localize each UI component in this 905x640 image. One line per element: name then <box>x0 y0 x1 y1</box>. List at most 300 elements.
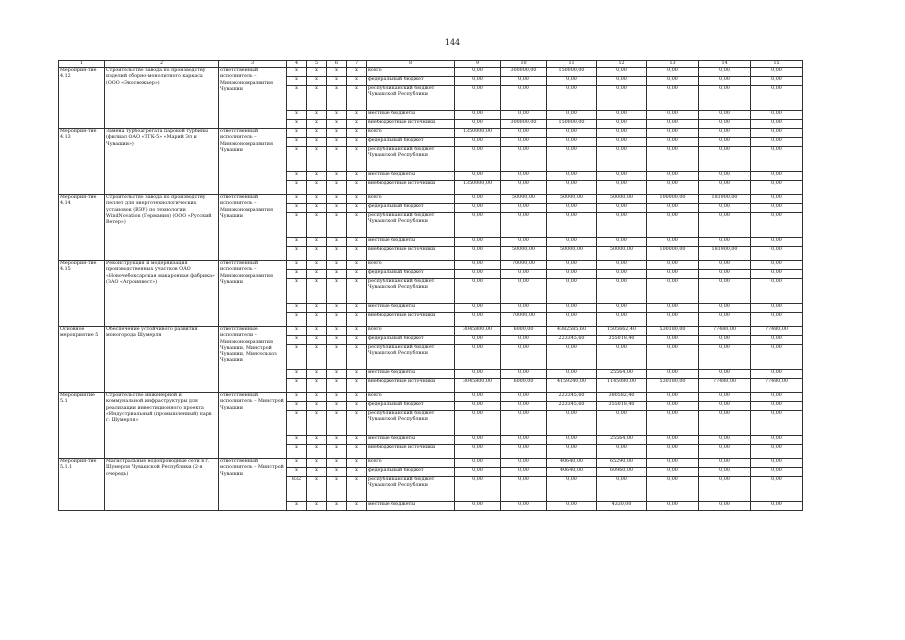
code-cell: x <box>347 379 367 393</box>
amount-cell: 0,00 <box>547 77 597 86</box>
amount-cell: 150000,00 <box>547 120 597 129</box>
code-cell: x <box>347 468 367 477</box>
amount-cell: 0,00 <box>647 402 699 411</box>
column-header: 2 <box>105 61 219 68</box>
amount-cell: 0,00 <box>647 172 699 181</box>
amount-cell: 0,00 <box>647 468 699 477</box>
code-cell: x <box>307 336 327 345</box>
funding-source: республиканский бюджет Чувашской Республики <box>367 345 455 370</box>
code-cell: x <box>327 393 347 402</box>
amount-cell: 0,00 <box>699 213 751 238</box>
amount-cell: 0,00 <box>699 313 751 327</box>
code-cell: x <box>327 120 347 129</box>
amount-cell: 77480,00 <box>751 327 803 336</box>
code-cell: x <box>347 120 367 129</box>
amount-cell: 50000,00 <box>501 195 547 204</box>
column-header: 1 <box>59 61 105 68</box>
code-cell: x <box>307 238 327 247</box>
code-cell: x <box>327 77 347 86</box>
funding-source: внебюджетные источники <box>367 181 455 195</box>
code-cell: x <box>327 411 347 436</box>
amount-cell: 223345,60 <box>547 336 597 345</box>
code-cell: x <box>287 261 307 270</box>
code-cell: x <box>347 270 367 279</box>
amount-cell: 530180,00 <box>647 379 699 393</box>
code-cell: x <box>327 68 347 77</box>
amount-cell: 0,00 <box>699 345 751 370</box>
code-cell: x <box>327 238 347 247</box>
event-title: Магистральные водопроводные сети в г. Шумерля Чувашской Республики (2-я очередь) <box>105 459 219 511</box>
funding-source: местные бюджеты <box>367 304 455 313</box>
code-cell: x <box>307 261 327 270</box>
column-header: 8 <box>367 61 455 68</box>
amount-cell: 181900,00 <box>699 195 751 204</box>
amount-cell: 0,00 <box>501 411 547 436</box>
code-cell: x <box>287 304 307 313</box>
code-cell: x <box>327 111 347 120</box>
amount-cell: 0,00 <box>597 147 647 172</box>
code-cell: x <box>327 313 347 327</box>
code-cell: x <box>307 327 327 336</box>
amount-cell: 0,00 <box>501 181 547 195</box>
code-cell: x <box>287 138 307 147</box>
amount-cell: 0,00 <box>751 270 803 279</box>
amount-cell: 3045800,00 <box>455 379 501 393</box>
code-cell: x <box>307 204 327 213</box>
column-header: 12 <box>597 61 647 68</box>
code-cell: x <box>327 86 347 111</box>
amount-cell: 0,00 <box>455 86 501 111</box>
event-title: Строительство инженерной и коммунальной инфраструктуры для реализации инвестиционного проекта «Индустриальный (промышленный) парк г. Шумерля» <box>105 393 219 459</box>
code-cell: x <box>307 402 327 411</box>
code-cell: x <box>307 279 327 304</box>
amount-cell: 0,00 <box>647 370 699 379</box>
code-cell: x <box>307 195 327 204</box>
amount-cell: 65290,00 <box>597 459 647 468</box>
amount-cell: 0,00 <box>597 238 647 247</box>
amount-cell: 0,00 <box>597 138 647 147</box>
code-cell: x <box>287 345 307 370</box>
amount-cell: 1350000,00 <box>455 181 501 195</box>
amount-cell: 0,00 <box>455 459 501 468</box>
amount-cell: 0,00 <box>751 436 803 445</box>
code-cell: x <box>287 379 307 393</box>
code-cell: x <box>327 468 347 477</box>
amount-cell: 77480,00 <box>699 379 751 393</box>
code-cell: x <box>347 477 367 502</box>
amount-cell: 0,00 <box>597 477 647 502</box>
amount-cell: 0,00 <box>501 213 547 238</box>
funding-source: федеральный бюджет <box>367 468 455 477</box>
code-cell: x <box>287 459 307 468</box>
amount-cell: 530180,00 <box>647 327 699 336</box>
amount-cell: 0,00 <box>647 238 699 247</box>
event-id: Мероприя-тие 4.13 <box>59 129 105 195</box>
amount-cell: 77480,00 <box>751 379 803 393</box>
code-cell: x <box>327 213 347 238</box>
amount-cell: 25564,00 <box>597 370 647 379</box>
amount-cell: 223345,60 <box>547 402 597 411</box>
amount-cell: 50000,00 <box>547 247 597 261</box>
amount-cell: 0,00 <box>751 172 803 181</box>
amount-cell: 0,00 <box>547 238 597 247</box>
code-cell: x <box>307 147 327 172</box>
responsible-executor: ответственный исполнитель – Минэкономразвития Чувашии <box>219 68 287 129</box>
event-id: Мероприя-тие 5.1.1 <box>59 459 105 511</box>
amount-cell: 0,00 <box>547 370 597 379</box>
amount-cell: 0,00 <box>597 313 647 327</box>
amount-cell: 100000,00 <box>647 247 699 261</box>
code-cell: 832 <box>287 477 307 502</box>
funding-source: местные бюджеты <box>367 436 455 445</box>
amount-cell: 0,00 <box>455 436 501 445</box>
code-cell: x <box>347 138 367 147</box>
amount-cell: 0,00 <box>699 468 751 477</box>
code-cell: x <box>287 436 307 445</box>
page-number: 144 <box>444 38 461 47</box>
amount-cell: 0,00 <box>647 304 699 313</box>
funding-source: местные бюджеты <box>367 238 455 247</box>
amount-cell: 0,00 <box>597 204 647 213</box>
code-cell: x <box>307 270 327 279</box>
amount-cell: 300000,00 <box>501 120 547 129</box>
amount-cell: 0,00 <box>751 279 803 304</box>
amount-cell: 0,00 <box>501 436 547 445</box>
event-title: Строительство завода по производству изделий сборно-монолитного каркаса (ООО «Экосвежьер») <box>105 68 219 129</box>
amount-cell: 0,00 <box>547 138 597 147</box>
amount-cell: 0,00 <box>455 247 501 261</box>
amount-cell: 0,00 <box>699 502 751 511</box>
table-body <box>59 61 803 511</box>
funding-source: местные бюджеты <box>367 111 455 120</box>
amount-cell: 0,00 <box>699 336 751 345</box>
code-cell: x <box>327 402 347 411</box>
amount-cell: 0,00 <box>647 129 699 138</box>
code-cell: x <box>307 129 327 138</box>
funding-source: республиканский бюджет Чувашской Республики <box>367 411 455 436</box>
funding-source: всего <box>367 393 455 402</box>
amount-cell: 0,00 <box>501 502 547 511</box>
amount-cell: 3045800,00 <box>455 327 501 336</box>
code-cell: x <box>287 336 307 345</box>
amount-cell: 0,00 <box>751 370 803 379</box>
event-id: Мероприятие 5.1 <box>59 393 105 459</box>
amount-cell: 0,00 <box>547 477 597 502</box>
amount-cell: 0,00 <box>699 459 751 468</box>
amount-cell: 0,00 <box>501 393 547 402</box>
amount-cell: 0,00 <box>699 270 751 279</box>
code-cell: x <box>327 345 347 370</box>
code-cell: x <box>327 147 347 172</box>
amount-cell: 0,00 <box>547 213 597 238</box>
amount-cell: 181900,00 <box>699 247 751 261</box>
amount-cell: 0,00 <box>597 270 647 279</box>
amount-cell: 0,00 <box>501 77 547 86</box>
amount-cell: 0,00 <box>751 459 803 468</box>
event-title: Обеспечение устойчивого развития моногорода Шумерля <box>105 327 219 393</box>
amount-cell: 0,00 <box>751 336 803 345</box>
code-cell: x <box>287 279 307 304</box>
amount-cell: 0,00 <box>455 468 501 477</box>
table-row <box>59 261 803 270</box>
code-cell: x <box>327 327 347 336</box>
code-cell: x <box>287 468 307 477</box>
amount-cell: 0,00 <box>455 68 501 77</box>
column-header: 10 <box>501 61 547 68</box>
amount-cell: 0,00 <box>501 336 547 345</box>
funding-source: всего <box>367 129 455 138</box>
code-cell: x <box>347 247 367 261</box>
code-cell: x <box>287 313 307 327</box>
amount-cell: 0,00 <box>647 68 699 77</box>
code-cell: x <box>327 261 347 270</box>
amount-cell: 0,00 <box>647 77 699 86</box>
event-title: Реконструкция и модернизация производственных участков ОАО «Новочебоксарская макаронная фабрика» (ЗАО «Агроинвест») <box>105 261 219 327</box>
amount-cell: 0,00 <box>751 445 803 459</box>
amount-cell: 0,00 <box>501 147 547 172</box>
amount-cell: 0,00 <box>455 402 501 411</box>
amount-cell: 0,00 <box>501 138 547 147</box>
amount-cell: 0,00 <box>699 261 751 270</box>
amount-cell: 0,00 <box>699 238 751 247</box>
code-cell: x <box>287 402 307 411</box>
amount-cell: 0,00 <box>647 204 699 213</box>
code-cell: x <box>347 261 367 270</box>
funding-source: всего <box>367 195 455 204</box>
amount-cell: 0,00 <box>455 238 501 247</box>
code-cell: x <box>287 393 307 402</box>
code-cell: x <box>307 459 327 468</box>
code-cell: x <box>347 304 367 313</box>
code-cell: x <box>327 247 347 261</box>
code-cell: x <box>347 238 367 247</box>
amount-cell: 0,00 <box>597 172 647 181</box>
amount-cell: 0,00 <box>501 111 547 120</box>
code-cell: x <box>287 445 307 459</box>
funding-source: республиканский бюджет Чувашской Республики <box>367 147 455 172</box>
amount-cell: 0,00 <box>597 129 647 138</box>
amount-cell: 0,00 <box>547 304 597 313</box>
amount-cell: 40640,00 <box>547 468 597 477</box>
amount-cell: 40640,00 <box>547 459 597 468</box>
amount-cell: 0,00 <box>455 393 501 402</box>
funding-source: республиканский бюджет Чувашской Республики <box>367 279 455 304</box>
column-header: 5 <box>307 61 327 68</box>
amount-cell: 0,00 <box>455 195 501 204</box>
amount-cell: 70000,00 <box>501 261 547 270</box>
funding-source: федеральный бюджет <box>367 204 455 213</box>
funding-source: республиканский бюджет Чувашской Республики <box>367 213 455 238</box>
amount-cell: 0,00 <box>597 213 647 238</box>
funding-source: федеральный бюджет <box>367 77 455 86</box>
amount-cell: 0,00 <box>647 445 699 459</box>
amount-cell: 0,00 <box>751 138 803 147</box>
code-cell: x <box>327 181 347 195</box>
funding-source: республиканский бюджет Чувашской Республики <box>367 86 455 111</box>
responsible-executor: ответственный исполнитель – Минстрой Чувашии <box>219 393 287 459</box>
code-cell: x <box>347 370 367 379</box>
funding-source: местные бюджеты <box>367 172 455 181</box>
event-id: Основное мероприятие 5 <box>59 327 105 393</box>
amount-cell: 0,00 <box>547 86 597 111</box>
amount-cell: 0,00 <box>751 411 803 436</box>
code-cell: x <box>347 147 367 172</box>
amount-cell: 0,00 <box>699 120 751 129</box>
amount-cell: 4330,00 <box>597 502 647 511</box>
amount-cell: 0,00 <box>647 279 699 304</box>
amount-cell: 0,00 <box>699 370 751 379</box>
amount-cell: 0,00 <box>597 304 647 313</box>
amount-cell: 0,00 <box>547 436 597 445</box>
amount-cell: 25564,00 <box>597 436 647 445</box>
amount-cell: 0,00 <box>547 345 597 370</box>
funding-source: федеральный бюджет <box>367 138 455 147</box>
code-cell: x <box>347 313 367 327</box>
code-cell: x <box>307 77 327 86</box>
event-id: Мероприя-тие 4.12 <box>59 68 105 129</box>
code-cell: x <box>287 181 307 195</box>
code-cell: x <box>347 181 367 195</box>
amount-cell: 0,00 <box>647 459 699 468</box>
amount-cell: 0,00 <box>751 120 803 129</box>
amount-cell: 0,00 <box>699 111 751 120</box>
amount-cell: 0,00 <box>547 445 597 459</box>
funding-source: местные бюджеты <box>367 370 455 379</box>
funding-source: федеральный бюджет <box>367 270 455 279</box>
code-cell: x <box>287 86 307 111</box>
amount-cell: 0,00 <box>751 195 803 204</box>
amount-cell: 0,00 <box>547 172 597 181</box>
code-cell: x <box>307 477 327 502</box>
amount-cell: 380582,40 <box>597 393 647 402</box>
code-cell: x <box>307 445 327 459</box>
amount-cell: 0,00 <box>699 411 751 436</box>
code-cell: x <box>307 181 327 195</box>
amount-cell: 0,00 <box>547 270 597 279</box>
amount-cell: 50000,00 <box>547 195 597 204</box>
amount-cell: 0,00 <box>699 86 751 111</box>
amount-cell: 0,00 <box>751 204 803 213</box>
code-cell: x <box>327 370 347 379</box>
amount-cell: 0,00 <box>699 445 751 459</box>
code-cell: x <box>307 138 327 147</box>
amount-cell: 0,00 <box>501 445 547 459</box>
code-cell: x <box>287 77 307 86</box>
code-cell: x <box>327 379 347 393</box>
amount-cell: 0,00 <box>455 204 501 213</box>
amount-cell: 0,00 <box>501 86 547 111</box>
code-cell: x <box>347 436 367 445</box>
amount-cell: 0,00 <box>751 313 803 327</box>
amount-cell: 0,00 <box>751 86 803 111</box>
column-header: 4 <box>287 61 307 68</box>
amount-cell: 0,00 <box>699 129 751 138</box>
code-cell: x <box>327 195 347 204</box>
amount-cell: 223345,60 <box>547 393 597 402</box>
amount-cell: 0,00 <box>751 111 803 120</box>
funding-source: внебюджетные источники <box>367 445 455 459</box>
funding-source: местные бюджеты <box>367 502 455 511</box>
code-cell: x <box>287 247 307 261</box>
amount-cell: 0,00 <box>699 402 751 411</box>
amount-cell: 0,00 <box>699 147 751 172</box>
amount-cell: 100000,00 <box>647 195 699 204</box>
amount-cell: 0,00 <box>501 477 547 502</box>
column-header: 9 <box>455 61 501 68</box>
code-cell: x <box>307 436 327 445</box>
amount-cell: 0,00 <box>455 336 501 345</box>
code-cell: x <box>347 111 367 120</box>
amount-cell: 0,00 <box>547 313 597 327</box>
event-title: Замена турбоагрегата паровой турбины (филиал ОАО «ТГК-5» «Марий Эл и Чувашии») <box>105 129 219 195</box>
amount-cell: 0,00 <box>455 370 501 379</box>
amount-cell: 0,00 <box>647 120 699 129</box>
amount-cell: 0,00 <box>647 261 699 270</box>
table-row <box>59 327 803 336</box>
amount-cell: 0,00 <box>455 345 501 370</box>
code-cell: x <box>327 459 347 468</box>
amount-cell: 355018,40 <box>597 402 647 411</box>
responsible-executor: ответственный исполнитель – Минэкономразвития Чувашии <box>219 261 287 327</box>
amount-cell: 0,00 <box>455 261 501 270</box>
amount-cell: 70000,00 <box>501 313 547 327</box>
responsible-executor: ответственный исполнитель – Минстрой Чувашии <box>219 459 287 511</box>
amount-cell: 0,00 <box>597 411 647 436</box>
code-cell: x <box>347 77 367 86</box>
code-cell: x <box>347 213 367 238</box>
code-cell: x <box>307 345 327 370</box>
code-cell: x <box>307 370 327 379</box>
amount-cell: 0,00 <box>647 411 699 436</box>
amount-cell: 0,00 <box>699 304 751 313</box>
funding-source: федеральный бюджет <box>367 402 455 411</box>
code-cell: x <box>327 477 347 502</box>
amount-cell: 0,00 <box>547 111 597 120</box>
funding-source: внебюджетные источники <box>367 120 455 129</box>
amount-cell: 0,00 <box>547 204 597 213</box>
amount-cell: 4159240,00 <box>547 379 597 393</box>
code-cell: x <box>287 204 307 213</box>
amount-cell: 0,00 <box>597 445 647 459</box>
code-cell: x <box>327 336 347 345</box>
code-cell: x <box>307 68 327 77</box>
amount-cell: 0,00 <box>699 477 751 502</box>
budget-table <box>58 60 803 511</box>
amount-cell: 0,00 <box>699 393 751 402</box>
amount-cell: 0,00 <box>547 261 597 270</box>
amount-cell: 1350000,00 <box>455 129 501 138</box>
amount-cell: 0,00 <box>647 336 699 345</box>
code-cell: x <box>307 313 327 327</box>
code-cell: x <box>327 502 347 511</box>
code-cell: x <box>327 172 347 181</box>
column-header: 7 <box>347 61 367 68</box>
table-row <box>59 68 803 77</box>
code-cell: x <box>327 270 347 279</box>
amount-cell: 0,00 <box>501 204 547 213</box>
code-cell: x <box>307 120 327 129</box>
amount-cell: 0,00 <box>455 147 501 172</box>
amount-cell: 0,00 <box>751 261 803 270</box>
amount-cell: 6000,00 <box>501 379 547 393</box>
code-cell: x <box>327 204 347 213</box>
amount-cell: 0,00 <box>597 86 647 111</box>
code-cell: x <box>307 304 327 313</box>
amount-cell: 0,00 <box>699 279 751 304</box>
amount-cell: 0,00 <box>455 111 501 120</box>
amount-cell: 0,00 <box>547 502 597 511</box>
code-cell: x <box>327 445 347 459</box>
